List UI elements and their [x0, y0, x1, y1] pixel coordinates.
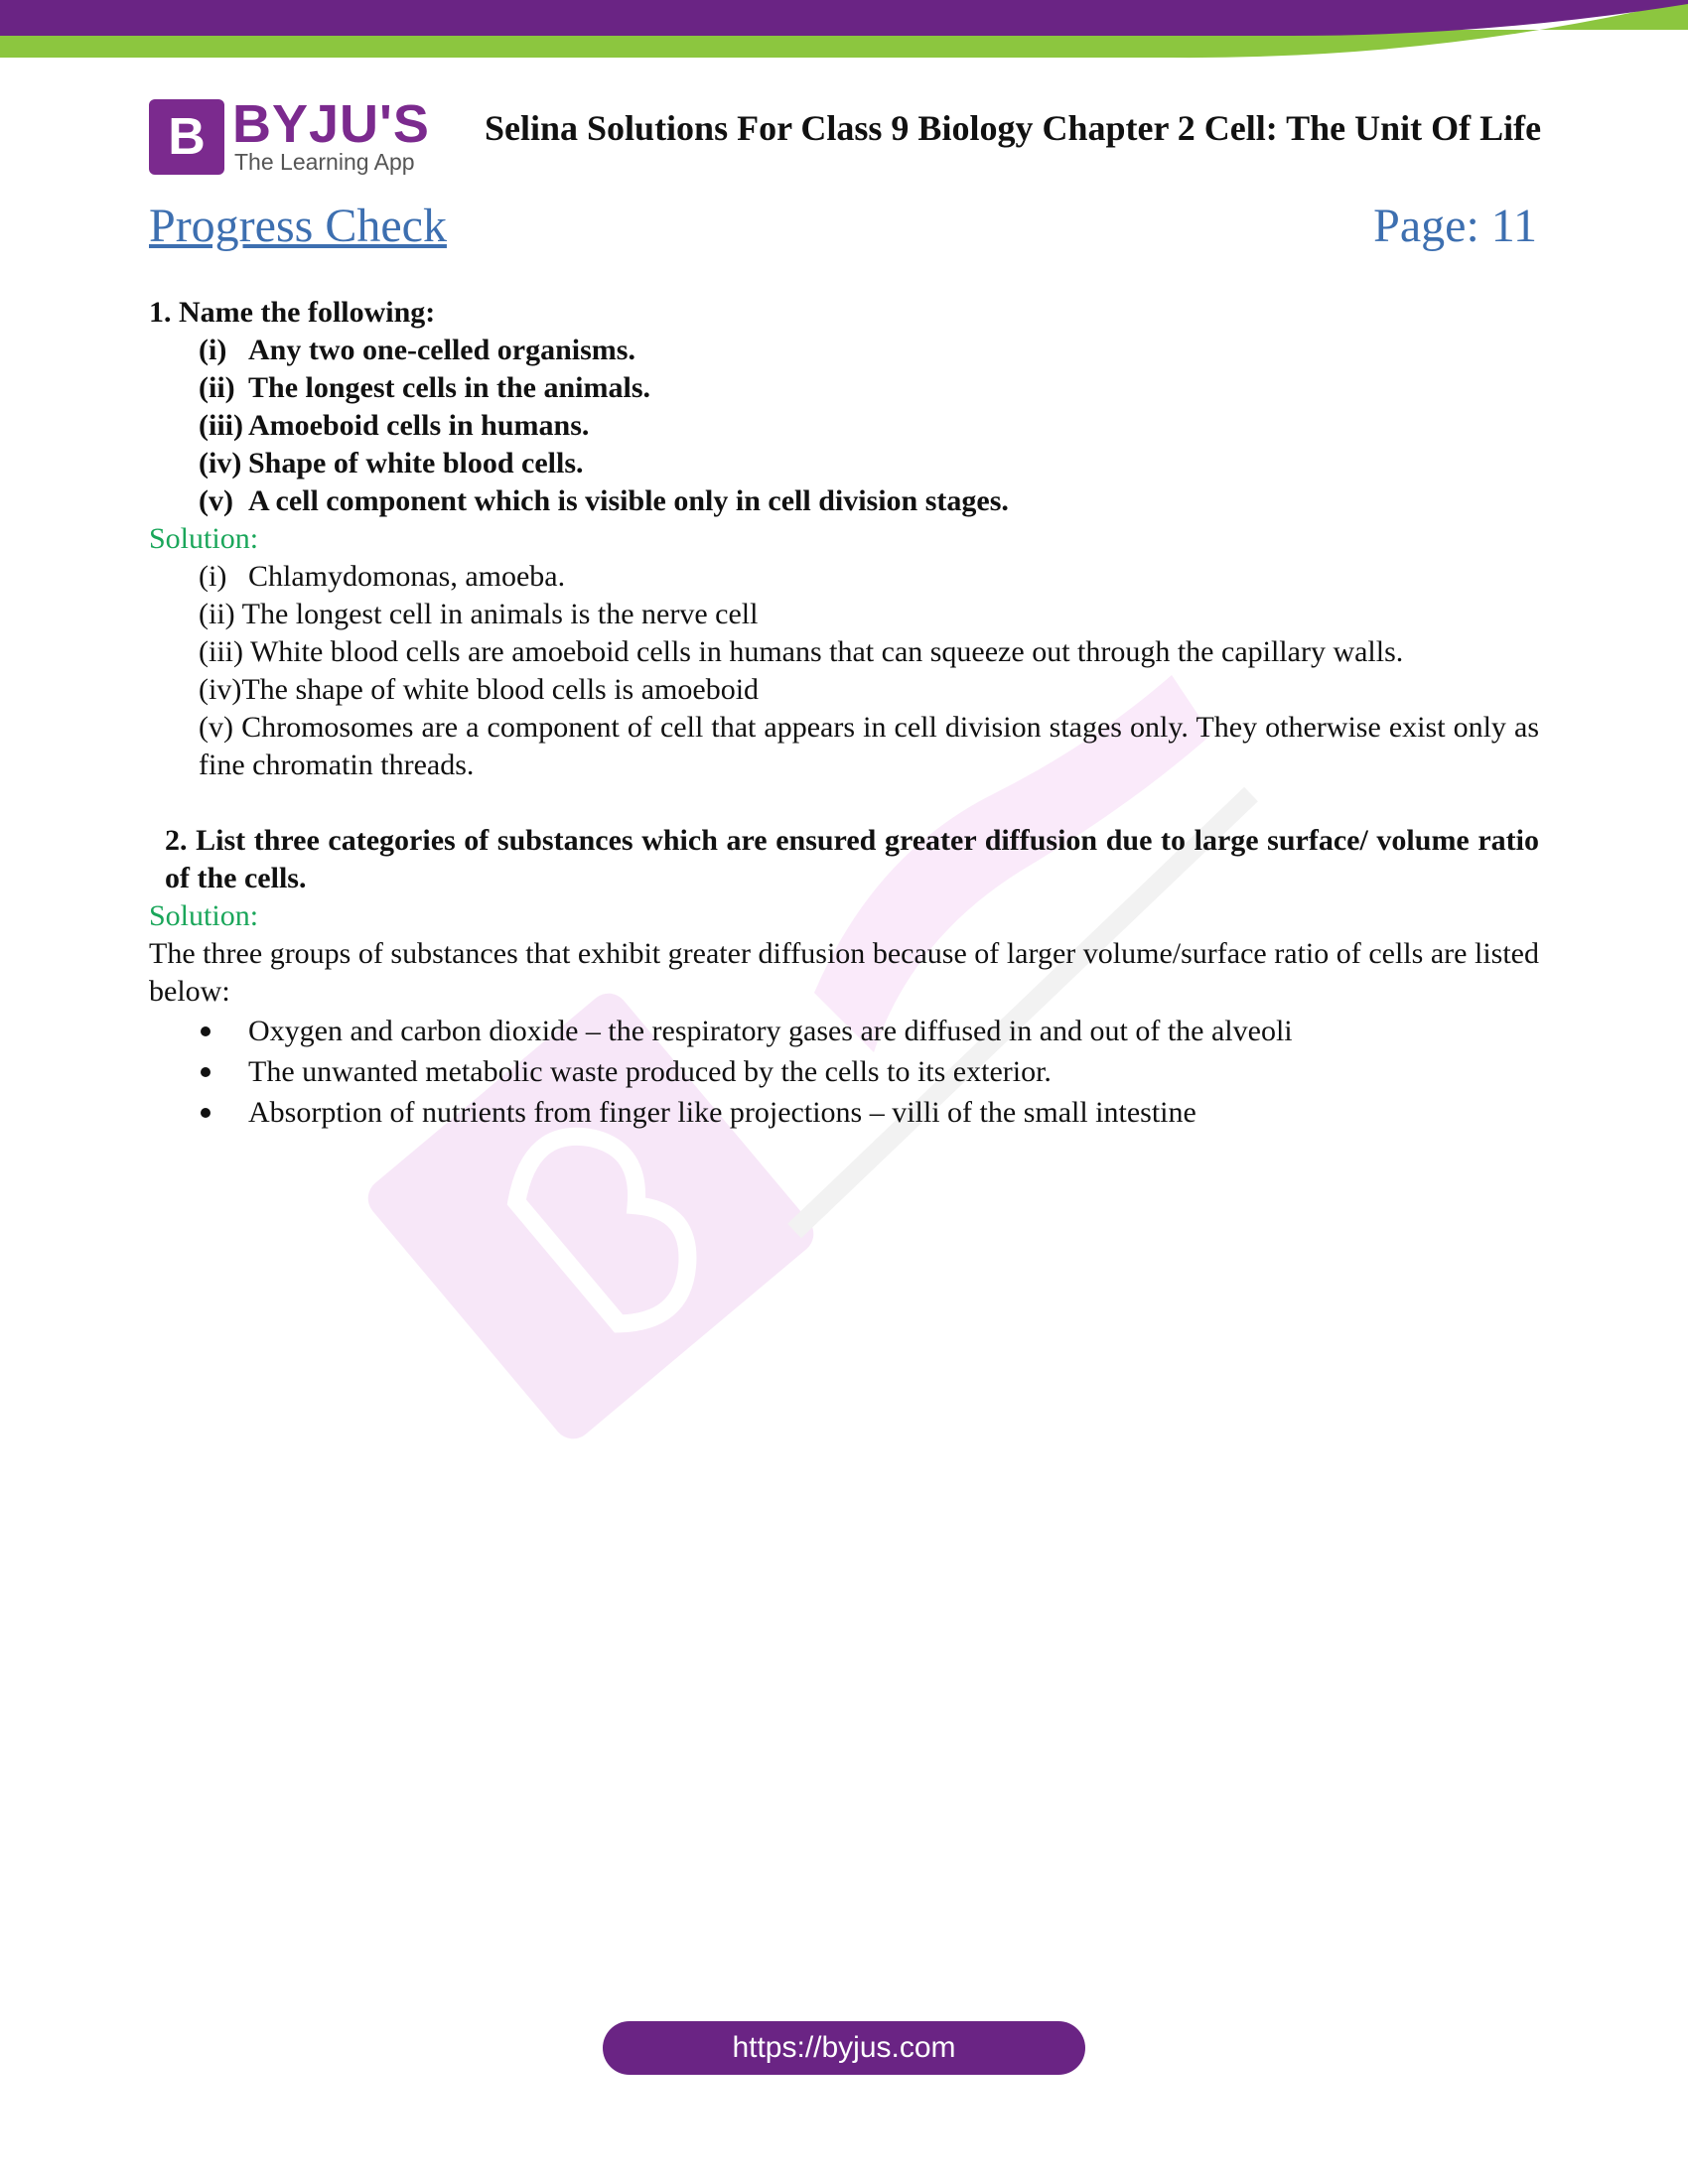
q2-intro: The three groups of substances that exhibit greater diffusion because of larger volume/surface ratio of cells are listed below: [149, 937, 1539, 1008]
answer-text: The shape of white blood cells is amoeboid [241, 673, 760, 706]
footer-url-link[interactable]: https://byjus.com [603, 2021, 1085, 2075]
byjus-logo [149, 95, 437, 181]
logo-b-mark: B [149, 99, 224, 175]
part-text: A cell component which is visible only in cell division stages. [248, 484, 1009, 517]
q1-part [149, 369, 1539, 407]
answer-number: (iv) [199, 673, 242, 706]
q2-heading: 2. List three categories of substances which are ensured greater diffusion due to large surface/ volume ratio of the cells. [165, 824, 1539, 894]
list-item-text: Oxygen and carbon dioxide – the respiratory gases are diffused in and out of the alveoli [248, 1015, 1293, 1047]
part-text: The longest cells in the animals. [248, 371, 651, 404]
answer-text: Chlamydomonas, amoeba. [248, 560, 566, 593]
list-item [149, 1051, 1539, 1092]
q2-solution-label: Solution: [149, 899, 259, 932]
answer-number: (ii) [199, 598, 235, 630]
logo-tagline: The Learning App [234, 149, 415, 175]
q2-bullet-list [149, 1011, 1539, 1133]
q1-answer [149, 709, 1539, 784]
list-item [149, 1092, 1539, 1133]
list-item-text: The unwanted metabolic waste produced by the cells to its exterior. [248, 1055, 1052, 1088]
answer-text: The longest cell in animals is the nerve cell [241, 598, 759, 630]
part-text: Shape of white blood cells. [248, 447, 584, 479]
page-number: Page: 11 [1373, 200, 1537, 252]
part-number: (i) [199, 334, 227, 366]
part-text: Amoeboid cells in humans. [248, 409, 590, 442]
q1-part [149, 332, 1539, 369]
q1-answer [149, 633, 1539, 671]
q1-answer [149, 671, 1539, 709]
top-decorative-band [0, 0, 1688, 60]
q1-part [149, 482, 1539, 520]
answer-number: (iii) [199, 635, 243, 668]
bullet-icon [201, 1026, 211, 1036]
q1-answer [149, 596, 1539, 633]
logo-wordmark: BYJU'S [232, 94, 430, 154]
list-item-text: Absorption of nutrients from finger like projections – villi of the small intestine [248, 1096, 1196, 1129]
answer-number: (i) [199, 560, 227, 593]
answer-text: Chromosomes are a component of cell that appears in cell division stages only. They otherwise exist only as fine chromatin threads. [199, 711, 1539, 781]
answer-text: White blood cells are amoeboid cells in humans that can squeeze out through the capillary walls. [249, 635, 1404, 668]
q1-answer [149, 558, 1539, 596]
part-number: (iv) [199, 447, 242, 479]
purple-stripe [0, 0, 1688, 36]
q1-heading: 1. Name the following: [149, 296, 436, 329]
bullet-icon [201, 1108, 211, 1118]
part-number: (iii) [199, 409, 243, 442]
part-number: (ii) [199, 371, 235, 404]
answer-number: (v) [199, 711, 233, 744]
document-title: Selina Solutions For Class 9 Biology Chapter 2 Cell: The Unit Of Life [485, 108, 1542, 148]
bullet-icon [201, 1067, 211, 1077]
part-text: Any two one-celled organisms. [248, 334, 635, 366]
section-heading[interactable]: Progress Check [149, 200, 447, 252]
q1-part [149, 407, 1539, 445]
part-number: (v) [199, 484, 233, 517]
list-item [149, 1011, 1539, 1051]
q1-solution-label: Solution: [149, 522, 259, 555]
content-area [149, 294, 1539, 1133]
q1-part [149, 445, 1539, 482]
